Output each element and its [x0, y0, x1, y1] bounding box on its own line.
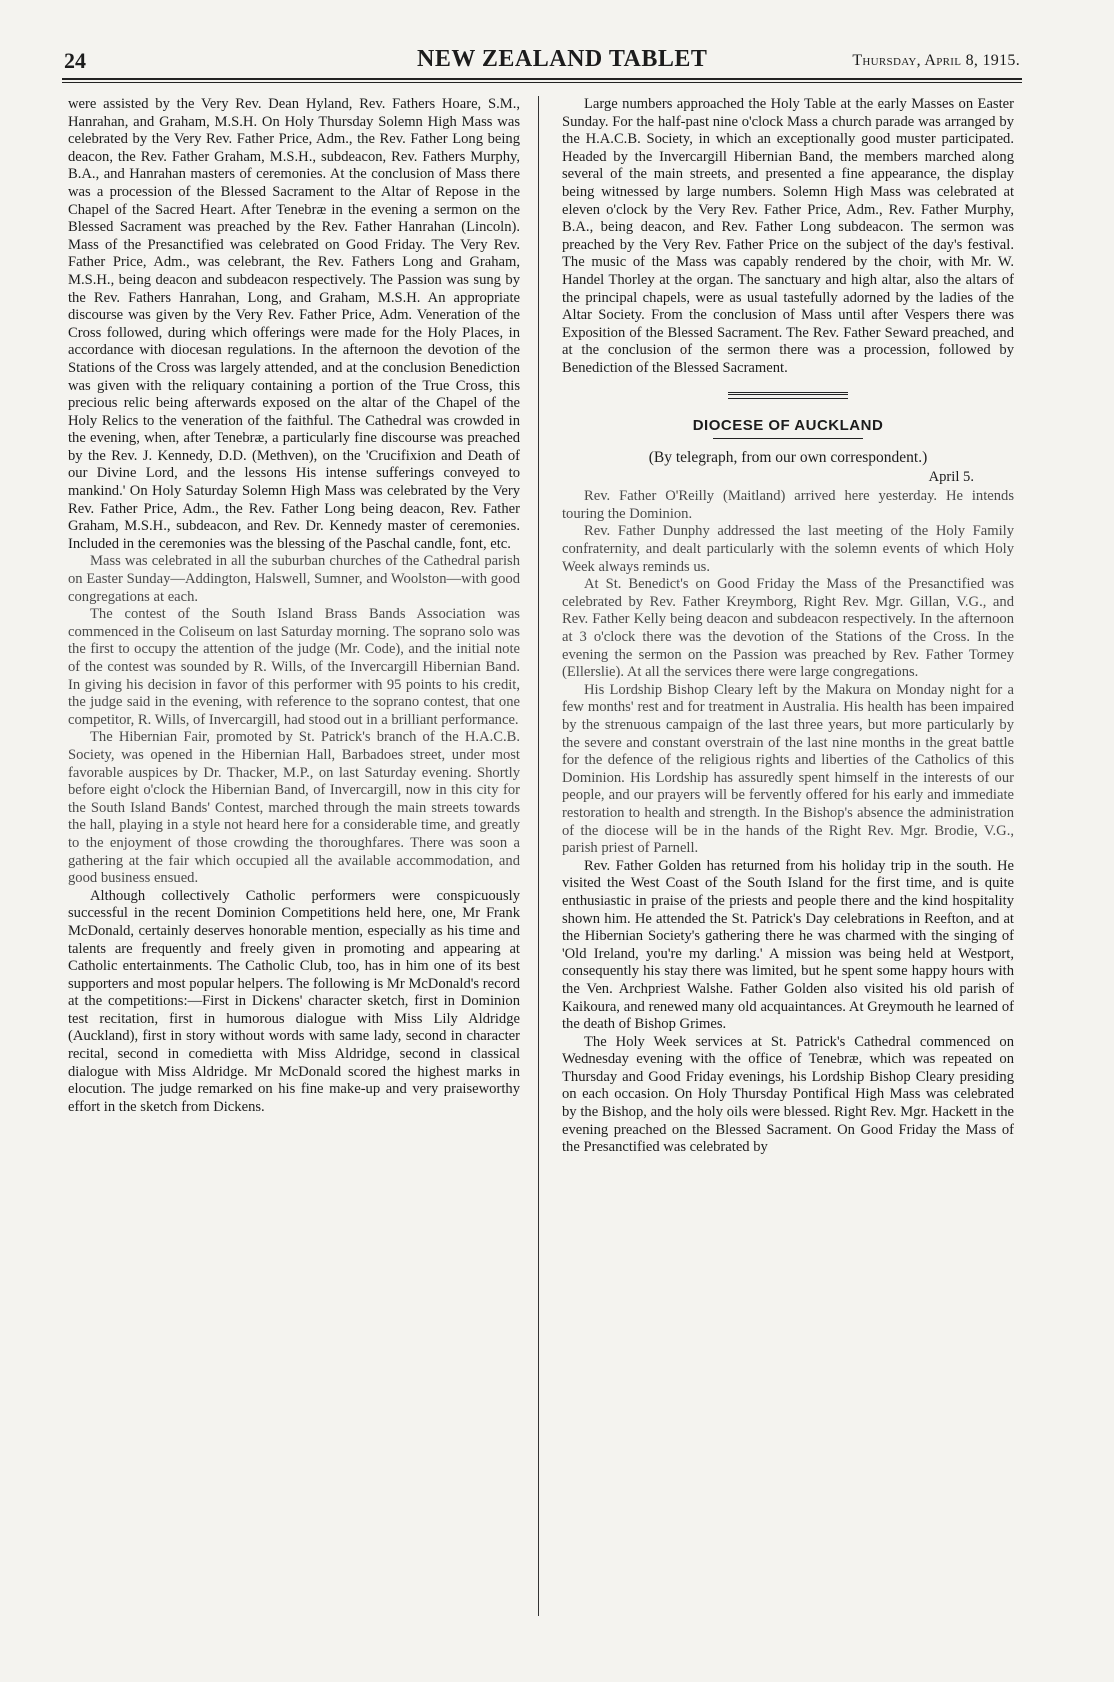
- article-paragraph: Rev. Father Dunphy addressed the last meeting of the Holy Family confraternity, and dealt particularly with the solemn events of which Holy Week always reminds us.: [562, 523, 1014, 575]
- section-heading: DIOCESE OF AUCKLAND: [692, 416, 884, 434]
- article-paragraph: Rev. Father Golden has returned from his holiday trip in the south. He visited the West Coast of the South Island for the first time, and is quite enthusiastic in praise of the priests and people there and the kind hospitality shown him. He attended the St. Patrick's Day celebrations in Reefton, and at the Hibernian Society's gathering there he was charmed with the singing of 'Old Ireland, you're my darling.' A mission was being held at Westport, consequently his stay there was limited, but he spent some happy hours with the Ven. Archpriest Walshe. Father Golden also visited his old parish of Kaikoura, and renewed many old acquaintances. At Greymouth he learned of the death of Bishop Grimes.: [562, 857, 1014, 1033]
- article-paragraph: His Lordship Bishop Cleary left by the Makura on Monday night for a few months' rest and for treatment in Australia. His health has been impaired by the strenuous campaign of the last three years, but more particularly by the severe and constant overstrain of the last nine months in the great battle for the defence of the religious rights and liberties of the Catholics of this Dominion. His Lordship has assuredly spent himself in the interests of our people, and our prayers will be fervently offered for his early and immediate restoration to health and strength. In the Bishop's absence the administration of the diocese will be in the hands of the Right Rev. Mgr. Brodie, V.G., parish priest of Parnell.: [562, 681, 1014, 857]
- masthead: [62, 40, 1022, 78]
- byline: (By telegraph, from our own correspondent.): [648, 449, 928, 467]
- dateline: April 5.: [928, 468, 974, 485]
- article-paragraph: The contest of the South Island Brass Bands Association was commenced in the Coliseum on last Saturday morning. The soprano solo was the first to occupy the attention of the judge (Mr. Code), and the initial note of the contest was sounded by R. Wills, of the Invercargill Hibernian Band. In giving his decision in favor of this performer with 95 points to his credit, the judge said in the evening, with reference to the soprano contest, that one competitor, R. Wills, of Invercargill, had stood out in a brilliant performance.: [68, 606, 520, 728]
- article-paragraph: Large numbers approached the Holy Table at the early Masses on Easter Sunday. For the half-past nine o'clock Mass a church parade was arranged by the H.A.C.B. Society, in which an exceptionally good muster participated. Headed by the Invercargill Hibernian Band, the members marched along several of the main streets, and presented a fine appearance, the display being witnessed by large numbers. Solemn High Mass was celebrated at eleven o'clock by the Very Rev. Father Price, Adm., Rev. Father Murphy, B.A., being deacon, and Rev. Father Long subdeacon. The sermon was preached by the Very Rev. Father Price on the subject of the day's festival. The music of the Mass was capably rendered by the choir, with Mr. W. Handel Thorley at the organ. The sanctuary and high altar, also the altars of the principal chapels, were as usual tastefully adorned by the ladies of the Altar Society. From the conclusion of Mass until after Vespers there was Exposition of the Blessed Sacrament. The Rev. Father Seward preached, and at the conclusion of the sermon there was a procession, followed by Benediction of the Blessed Sacrament.: [562, 96, 1014, 376]
- header-rule: [62, 78, 1022, 80]
- header-rule-thin: [62, 82, 1022, 83]
- article-paragraph: The Holy Week services at St. Patrick's Cathedral commenced on Wednesday evening with the office of Tenebræ, which was repeated on Thursday and Good Friday evenings, his Lordship Bishop Cleary presiding on each occasion. On Holy Thursday Pontifical High Mass was celebrated by the Bishop, and the holy oils were blessed. Right Rev. Mgr. Hackett in the evening preached on the Blessed Sacrament. On Good Friday the Mass of the Presanctified was celebrated by: [562, 1033, 1014, 1156]
- article-paragraph: Rev. Father O'Reilly (Maitland) arrived here yesterday. He intends touring the Dominion.: [562, 488, 1014, 522]
- article-paragraph: The Hibernian Fair, promoted by St. Patrick's branch of the H.A.C.B. Society, was opened in the Hibernian Hall, Barbadoes street, under most favorable auspices by Dr. Thacker, M.P., on last Saturday evening. Shortly before eight o'clock the Hibernian Band, of Invercargill, now in this city for the South Island Bands' Contest, marched through the main streets towards the hall, playing in a style not heard here for a considerable time, and greatly to the enjoyment of those crowding the thoroughfares. There was soon a gathering at the fair which occupied all the available accommodation, and good business ensued.: [68, 729, 520, 887]
- article-columns: [62, 96, 1022, 1660]
- issue-date: Thursday, April 8, 1915.: [852, 52, 1020, 69]
- article-paragraph: Although collectively Catholic performers were conspicuously successful in the recent Dominion Competitions held here, one, Mr Frank McDonald, certainly deserves honorable mention, especially as his time and talents are frequently and freely given in promoting and appearing at Catholic entertainments. The Catholic Club, too, has in him one of its best supporters and most popular helpers. The following is Mr McDonald's record at the competitions:—First in Dickens' character sketch, first in Dominion test recitation, first in humorous dialogue with Miss Lily Aldridge (Auckland), first in story without words with same lady, second in character recital, second in comedietta with Miss Aldridge, second in classical dialogue with Miss Aldridge. Mr McDonald scored the highest marks in elocution. The judge remarked on his fine make-up and very praiseworthy effort in the sketch from Dickens.: [68, 887, 520, 1115]
- article-paragraph: At St. Benedict's on Good Friday the Mass of the Presanctified was celebrated by Rev. Father Kreymborg, Right Rev. Mgr. Gillan, V.G., and Rev. Father Kelly being deacon and subdeacon respectively. In the afternoon at 3 o'clock there was the devotion of the Stations of the Cross. In the evening the sermon on the Passion was preached by Rev. Father Tormey (Ellerslie). At all the services there were large congregations.: [562, 576, 1014, 681]
- article-paragraph: Mass was celebrated in all the suburban churches of the Cathedral parish on Easter Sunday—Addington, Halswell, Sumner, and Woolston—with good congregations at each.: [68, 553, 520, 605]
- newspaper-title: NEW ZEALAND TABLET: [417, 46, 708, 72]
- right-column: [562, 96, 1014, 1157]
- section-divider: [728, 392, 848, 399]
- left-column: [68, 96, 520, 1116]
- heading-underline: [713, 438, 863, 439]
- page-number: 24: [64, 48, 86, 73]
- column-divider: [538, 96, 539, 1616]
- newspaper-page: [62, 40, 1022, 1660]
- article-paragraph: were assisted by the Very Rev. Dean Hyland, Rev. Fathers Hoare, S.M., Hanrahan, and Graham, M.S.H. On Holy Thursday Solemn High Mass was celebrated by the Very Rev. Father Price, Adm., the Rev. Father Long being deacon, the Rev. Father Graham, M.S.H., subdeacon, Rev. Fathers Murphy, B.A., and Hanrahan masters of ceremonies. At the conclusion of Mass there was a procession of the Blessed Sacrament to the Altar of Repose in the Chapel of the Sacred Heart. After Tenebræ in the evening a sermon on the Blessed Sacrament was preached by the Rev. Father Hanrahan (Lincoln). Mass of the Presanctified was celebrated on Good Friday. The Very Rev. Father Price, Adm., was celebrant, the Rev. Fathers Long and Graham, M.S.H., being deacon and subdeacon respectively. The Passion was sung by the Rev. Fathers Hanrahan, Long, and Graham, M.S.H. An appropriate discourse was given by the Very Rev. Father Price, Adm. Veneration of the Cross followed, during which offerings were made for the Holy Places, in accordance with diocesan regulations. In the afternoon the devotion of the Stations of the Cross was largely attended, and at the conclusion Benediction was given with the reliquary containing a portion of the True Cross, this precious relic being afterwards exposed on the altar of the Chapel of the Holy Relics to the veneration of the faithful. The Cathedral was crowded in the evening, when, after Tenebræ, a particularly fine discourse was preached by the Rev. J. Kennedy, D.D. (Methven), on the 'Crucifixion and Death of our Divine Lord, and the lessons His intense sufferings conveyed to mankind.' On Holy Saturday Solemn High Mass was celebrated by the Very Rev. Father Price, Adm., the Rev. Father Long being deacon, Rev. Father Graham, M.S.H., subdeacon, and Rev. Dr. Kennedy master of ceremonies. Included in the ceremonies was the blessing of the Paschal candle, font, etc.: [68, 96, 520, 552]
